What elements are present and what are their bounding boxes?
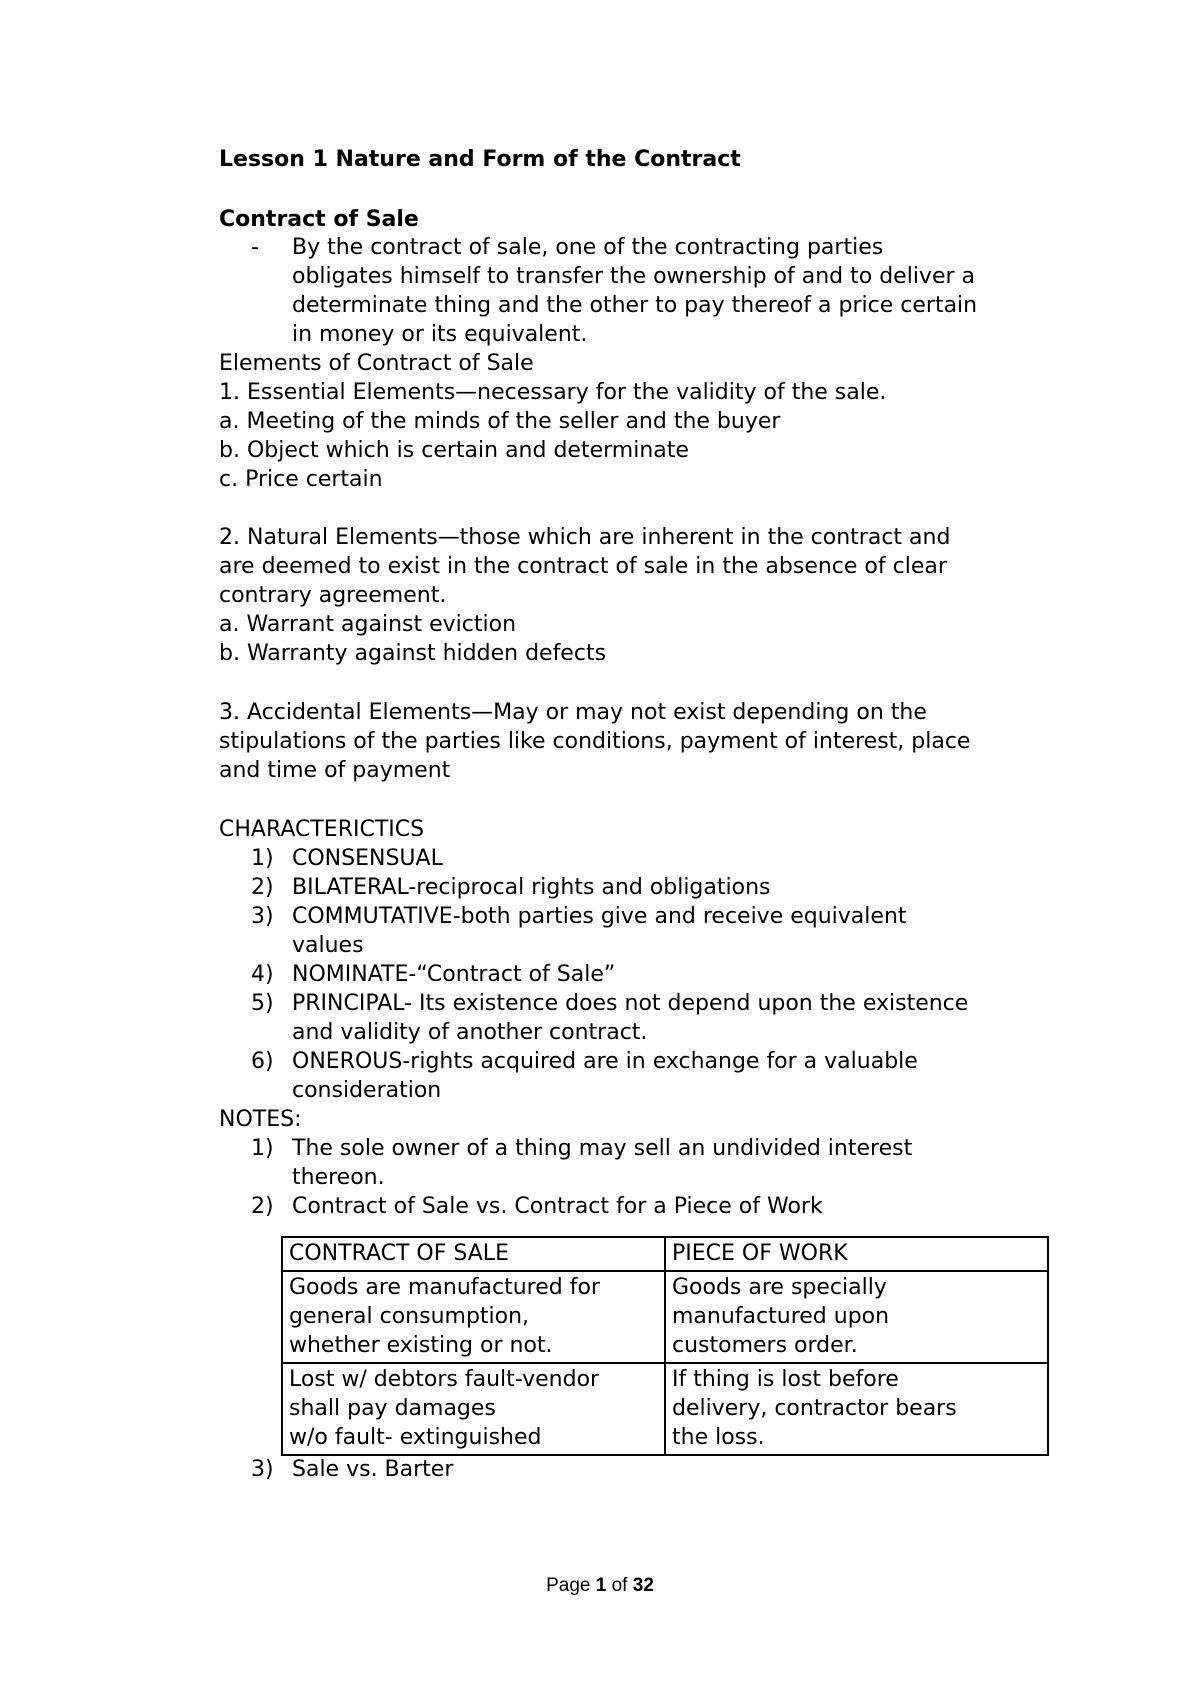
definition-line: By the contract of sale, one of the contracting parties xyxy=(292,235,884,260)
characteristic-item: BILATERAL-reciprocal rights and obligations xyxy=(292,875,771,900)
lesson-title: Lesson 1 Nature and Form of the Contract xyxy=(219,147,741,172)
table-cell: Goods are manufactured for general consumption, whether existing or not. xyxy=(282,1271,665,1363)
characteristics-heading: CHARACTERICTICS xyxy=(219,817,425,842)
characteristic-item-continued: values xyxy=(292,933,364,958)
page-word: Page xyxy=(546,1575,591,1596)
definition-bullet: - xyxy=(251,235,259,260)
page-footer xyxy=(0,1575,1200,1597)
table-cell: If thing is lost before delivery, contractor bears the loss. xyxy=(665,1363,1048,1455)
essential-item: b. Object which is certain and determinate xyxy=(219,438,689,463)
natural-line: 2. Natural Elements—those which are inherent in the contract and xyxy=(219,525,951,550)
table-row xyxy=(282,1363,1048,1455)
characteristic-item: COMMUTATIVE-both parties give and receive equivalent xyxy=(292,904,907,929)
natural-line: contrary agreement. xyxy=(219,583,447,608)
natural-line: are deemed to exist in the contract of sale in the absence of clear xyxy=(219,554,947,579)
characteristic-item-continued: consideration xyxy=(292,1078,442,1103)
list-number: 1) xyxy=(251,846,274,871)
accidental-line: 3. Accidental Elements—May or may not exist depending on the xyxy=(219,700,927,725)
notes-heading: NOTES: xyxy=(219,1107,302,1132)
table-cell: Lost w/ debtors fault-vendor shall pay damages w/o fault- extinguished xyxy=(282,1363,665,1455)
table-header-row xyxy=(282,1237,1048,1271)
essential-heading: 1. Essential Elements—necessary for the validity of the sale. xyxy=(219,380,887,405)
section-heading: Contract of Sale xyxy=(219,207,419,232)
definition-line: determinate thing and the other to pay thereof a price certain xyxy=(292,293,978,318)
list-number: 3) xyxy=(251,904,274,929)
note-item: Sale vs. Barter xyxy=(292,1457,454,1482)
current-page-number: 1 xyxy=(595,1575,607,1596)
table-header-cell: PIECE OF WORK xyxy=(665,1237,1048,1271)
natural-item: a. Warrant against eviction xyxy=(219,612,517,637)
characteristic-item: PRINCIPAL- Its existence does not depend upon the existence xyxy=(292,991,969,1016)
accidental-line: stipulations of the parties like conditions, payment of interest, place xyxy=(219,729,971,754)
characteristic-item-continued: and validity of another contract. xyxy=(292,1020,648,1045)
definition-line: obligates himself to transfer the ownership of and to deliver a xyxy=(292,264,976,289)
table-row xyxy=(282,1271,1048,1363)
characteristic-item: CONSENSUAL xyxy=(292,846,443,871)
list-number: 6) xyxy=(251,1049,274,1074)
table-cell: Goods are specially manufactured upon customers order. xyxy=(665,1271,1048,1363)
essential-item: c. Price certain xyxy=(219,467,383,492)
note-item-continued: thereon. xyxy=(292,1165,385,1190)
note-item: The sole owner of a thing may sell an undivided interest xyxy=(292,1136,913,1161)
definition-line: in money or its equivalent. xyxy=(292,322,588,347)
list-number: 1) xyxy=(251,1136,274,1161)
essential-item: a. Meeting of the minds of the seller and the buyer xyxy=(219,409,781,434)
table-header-cell: CONTRACT OF SALE xyxy=(282,1237,665,1271)
comparison-table xyxy=(281,1236,1049,1456)
note-item: Contract of Sale vs. Contract for a Piece of Work xyxy=(292,1194,823,1219)
total-pages-number: 32 xyxy=(632,1575,654,1596)
list-number: 2) xyxy=(251,875,274,900)
list-number: 3) xyxy=(251,1457,274,1482)
natural-item: b. Warranty against hidden defects xyxy=(219,641,607,666)
list-number: 5) xyxy=(251,991,274,1016)
elements-heading: Elements of Contract of Sale xyxy=(219,351,534,376)
characteristic-item: ONEROUS-rights acquired are in exchange for a valuable xyxy=(292,1049,918,1074)
of-word: of xyxy=(611,1575,628,1596)
list-number: 2) xyxy=(251,1194,274,1219)
characteristic-item: NOMINATE-“Contract of Sale” xyxy=(292,962,616,987)
list-number: 4) xyxy=(251,962,274,987)
accidental-line: and time of payment xyxy=(219,758,451,783)
